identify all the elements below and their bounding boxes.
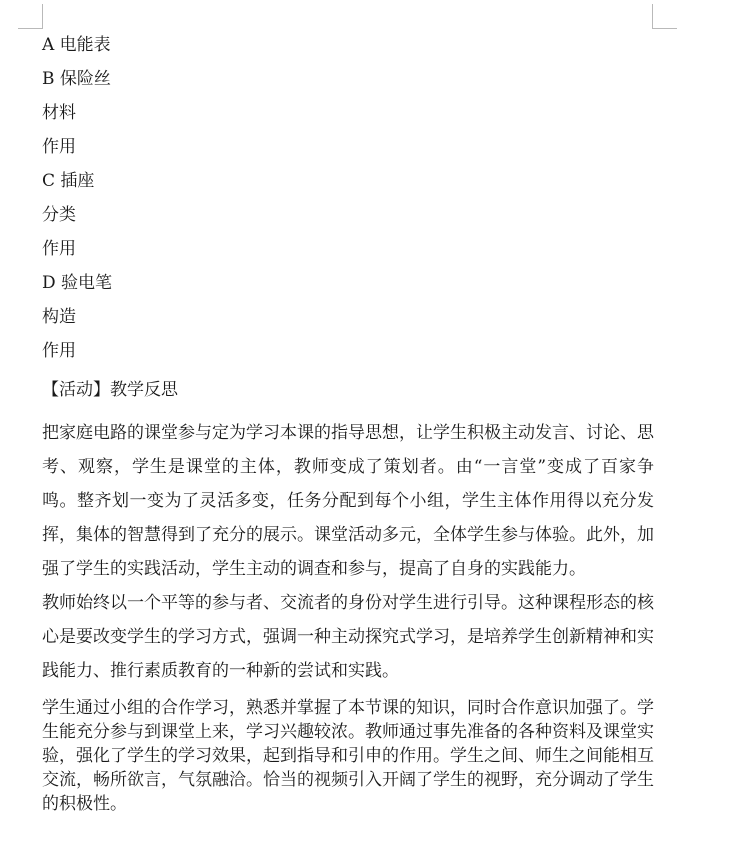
section-heading: 【活动】教学反思 [42, 380, 178, 400]
paragraph-reflection-3: 学生通过小组的合作学习，熟悉并掌握了本节课的知识，同时合作意识加强了。学生能充分参与到课堂上来，学习兴趣较浓。教师通过事先准备的各种资料及课堂实验，强化了学生的学习效果，起到指导和引申的作用。学生之间、师生之间能相互交流，畅所欲言，气氛融洽。恰当的视频引入开阔了学生的视野，充分调动了学生的积极性。 [42, 698, 654, 814]
list-item-function: 作用 [42, 137, 76, 157]
document-body [42, 28, 654, 816]
list-item-structure: 构造 [42, 307, 76, 327]
list-item-material: 材料 [42, 103, 76, 123]
paragraph-reflection-1: 把家庭电路的课堂参与定为学习本课的指导思想，让学生积极主动发言、讨论、思考、观察，学生是课堂的主体，教师变成了策划者。由“一言堂”变成了百家争鸣。整齐划一变为了灵活多变，任务分配到每个小组，学生主体作用得以充分发挥，集体的智慧得到了充分的展示。课堂活动多元，全体学生参与体验。此外，加强了学生的实践活动，学生主动的调查和参与，提高了自身的实践能力。 [42, 423, 654, 579]
list-item-function: 作用 [42, 341, 76, 361]
list-item-electric-meter: A 电能表 [42, 35, 111, 55]
paragraph-reflection-2: 教师始终以一个平等的参与者、交流者的身份对学生进行引导。这种课程形态的核心是要改变学生的学习方式，强调一种主动探究式学习，是培养学生创新精神和实践能力、推行素质教育的一种新的尝试和实践。 [42, 593, 654, 681]
list-item-test-pen: D 验电笔 [42, 273, 113, 293]
crop-mark-top-right [652, 4, 677, 29]
list-item-socket: C 插座 [42, 171, 95, 191]
list-item-fuse: B 保险丝 [42, 69, 111, 89]
crop-mark-top-left [18, 4, 43, 29]
list-item-function: 作用 [42, 239, 76, 259]
list-item-classification: 分类 [42, 205, 76, 225]
